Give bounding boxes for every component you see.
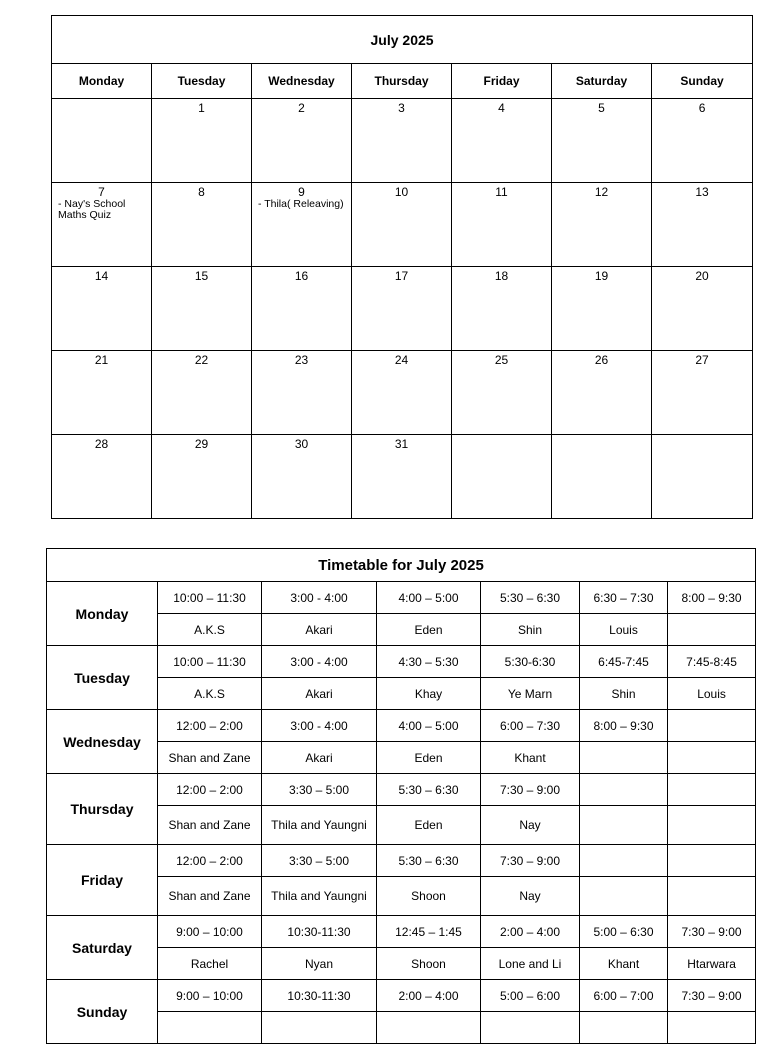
- time-slot: [580, 845, 668, 877]
- calendar-day-cell: [252, 267, 352, 351]
- time-slot: 2:00 – 4:00: [377, 980, 481, 1012]
- calendar-title: July 2025: [52, 16, 753, 64]
- calendar-day-cell: [152, 183, 252, 267]
- day-number: 21: [94, 353, 109, 367]
- calendar-day-cell: [352, 99, 452, 183]
- calendar-day-cell: [152, 351, 252, 435]
- day-number: 8: [198, 185, 205, 199]
- time-slot: 3:00 - 4:00: [262, 710, 377, 742]
- time-slot: 5:30-6:30: [481, 646, 580, 678]
- weekday-header: Wednesday: [252, 64, 352, 99]
- student-name: [481, 1012, 580, 1044]
- day-number: 22: [194, 353, 209, 367]
- day-number: 16: [294, 269, 309, 283]
- day-number: 10: [394, 185, 409, 199]
- weekday-header: Sunday: [652, 64, 753, 99]
- student-name: Eden: [377, 614, 481, 646]
- student-name: Lone and Li: [481, 948, 580, 980]
- day-number: 29: [194, 437, 209, 451]
- timetable-title: Timetable for July 2025: [47, 549, 756, 582]
- calendar-day-cell: [352, 351, 452, 435]
- day-number: 18: [494, 269, 509, 283]
- day-event-note: - Thila( Releaving): [258, 198, 344, 210]
- time-slot: 6:30 – 7:30: [580, 582, 668, 614]
- time-slot: 8:00 – 9:30: [580, 710, 668, 742]
- timetable-time-row: [47, 916, 756, 948]
- day-number: 17: [394, 269, 409, 283]
- student-name: Ye Marn: [481, 678, 580, 710]
- student-name: A.K.S: [158, 678, 262, 710]
- calendar-week-row: [52, 99, 753, 183]
- calendar-day-cell: [552, 99, 652, 183]
- student-name: Akari: [262, 614, 377, 646]
- time-slot: 5:30 – 6:30: [377, 774, 481, 806]
- day-number: 14: [94, 269, 109, 283]
- student-name: Thila and Yaungni: [262, 806, 377, 845]
- student-name: [580, 806, 668, 845]
- calendar-day-cell: [52, 183, 152, 267]
- student-name: Eden: [377, 806, 481, 845]
- student-name: [668, 614, 756, 646]
- weekday-header: Monday: [52, 64, 152, 99]
- timetable-time-row: [47, 582, 756, 614]
- student-name: Eden: [377, 742, 481, 774]
- time-slot: 3:00 - 4:00: [262, 646, 377, 678]
- student-name: Louis: [580, 614, 668, 646]
- time-slot: 10:30-11:30: [262, 980, 377, 1012]
- calendar-day-cell: [352, 435, 452, 519]
- weekday-header: Friday: [452, 64, 552, 99]
- student-name: [580, 1012, 668, 1044]
- weekday-header-row: [52, 64, 753, 99]
- timetable-body: [47, 549, 756, 1044]
- student-name: [580, 742, 668, 774]
- student-name: Htarwara: [668, 948, 756, 980]
- day-number: 3: [398, 101, 405, 115]
- student-name: Shoon: [377, 948, 481, 980]
- student-name: Shan and Zane: [158, 742, 262, 774]
- time-slot: 12:00 – 2:00: [158, 774, 262, 806]
- timetable-day-label: Tuesday: [47, 646, 158, 710]
- time-slot: 7:30 – 9:00: [668, 980, 756, 1012]
- calendar-day-cell: [52, 267, 152, 351]
- day-number: 5: [598, 101, 605, 115]
- time-slot: 7:45-8:45: [668, 646, 756, 678]
- day-number: 13: [695, 185, 709, 199]
- day-number: [652, 435, 752, 437]
- time-slot: 5:30 – 6:30: [481, 582, 580, 614]
- student-name: Akari: [262, 678, 377, 710]
- calendar-table: [51, 15, 753, 519]
- day-number: 19: [594, 269, 609, 283]
- student-name: Rachel: [158, 948, 262, 980]
- time-slot: 6:00 – 7:00: [580, 980, 668, 1012]
- student-name: Shin: [481, 614, 580, 646]
- day-number: [552, 435, 651, 437]
- time-slot: 7:30 – 9:00: [481, 845, 580, 877]
- time-slot: 6:45-7:45: [580, 646, 668, 678]
- day-event-note: - Nay's School Maths Quiz: [58, 198, 126, 221]
- calendar-day-cell: [552, 351, 652, 435]
- day-number: 28: [94, 437, 109, 451]
- timetable-time-row: [47, 646, 756, 678]
- day-number: 30: [294, 437, 309, 451]
- time-slot: 5:00 – 6:30: [580, 916, 668, 948]
- time-slot: 5:30 – 6:30: [377, 845, 481, 877]
- time-slot: 2:00 – 4:00: [481, 916, 580, 948]
- day-number: 24: [394, 353, 409, 367]
- calendar-day-cell: [352, 183, 452, 267]
- student-name: Louis: [668, 678, 756, 710]
- calendar-day-cell: [452, 435, 552, 519]
- student-name: [668, 1012, 756, 1044]
- student-name: Akari: [262, 742, 377, 774]
- timetable-time-row: [47, 845, 756, 877]
- calendar-day-cell: [652, 435, 753, 519]
- timetable-day-label: Saturday: [47, 916, 158, 980]
- time-slot: 7:30 – 9:00: [481, 774, 580, 806]
- student-name: Shan and Zane: [158, 806, 262, 845]
- time-slot: [580, 774, 668, 806]
- time-slot: 10:00 – 11:30: [158, 646, 262, 678]
- student-name: [668, 806, 756, 845]
- day-number: 9: [298, 185, 305, 199]
- calendar-day-cell: [352, 267, 452, 351]
- time-slot: 4:00 – 5:00: [377, 582, 481, 614]
- student-name: Khant: [481, 742, 580, 774]
- day-number: 15: [194, 269, 209, 283]
- day-number: 11: [495, 185, 508, 199]
- time-slot: 3:00 - 4:00: [262, 582, 377, 614]
- student-name: Nay: [481, 877, 580, 916]
- calendar-day-cell: [152, 435, 252, 519]
- time-slot: [668, 710, 756, 742]
- day-number: [452, 435, 551, 437]
- day-number: 1: [198, 101, 205, 115]
- student-name: Khant: [580, 948, 668, 980]
- day-number: 20: [695, 269, 709, 283]
- day-number: 26: [594, 353, 609, 367]
- calendar-day-cell: [652, 267, 753, 351]
- student-name: Shoon: [377, 877, 481, 916]
- timetable-time-row: [47, 774, 756, 806]
- calendar-day-cell: [52, 435, 152, 519]
- timetable-day-label: Wednesday: [47, 710, 158, 774]
- day-number: 23: [294, 353, 309, 367]
- student-name: [668, 877, 756, 916]
- timetable-day-label: Thursday: [47, 774, 158, 845]
- student-name: [668, 742, 756, 774]
- calendar-body: [52, 16, 753, 519]
- time-slot: 3:30 – 5:00: [262, 845, 377, 877]
- time-slot: 8:00 – 9:30: [668, 582, 756, 614]
- day-number: 31: [394, 437, 409, 451]
- weekday-header: Saturday: [552, 64, 652, 99]
- calendar-day-cell: [52, 99, 152, 183]
- student-name: Nay: [481, 806, 580, 845]
- calendar-day-cell: [252, 351, 352, 435]
- timetable-table: [46, 548, 756, 1044]
- calendar-day-cell: [152, 267, 252, 351]
- calendar-day-cell: [452, 183, 552, 267]
- weekday-header: Tuesday: [152, 64, 252, 99]
- student-name: [158, 1012, 262, 1044]
- calendar-day-cell: [152, 99, 252, 183]
- time-slot: 6:00 – 7:30: [481, 710, 580, 742]
- time-slot: 12:45 – 1:45: [377, 916, 481, 948]
- day-number: 25: [494, 353, 509, 367]
- timetable-day-label: Sunday: [47, 980, 158, 1044]
- time-slot: 9:00 – 10:00: [158, 916, 262, 948]
- student-name: [377, 1012, 481, 1044]
- calendar-day-cell: [652, 99, 753, 183]
- student-name: Shan and Zane: [158, 877, 262, 916]
- timetable-time-row: [47, 980, 756, 1012]
- student-name: [580, 877, 668, 916]
- student-name: [262, 1012, 377, 1044]
- calendar-day-cell: [552, 435, 652, 519]
- time-slot: [668, 845, 756, 877]
- calendar-day-cell: [452, 99, 552, 183]
- calendar-day-cell: [52, 351, 152, 435]
- calendar-day-cell: [452, 351, 552, 435]
- student-name: Thila and Yaungni: [262, 877, 377, 916]
- time-slot: 3:30 – 5:00: [262, 774, 377, 806]
- day-number: 6: [698, 101, 706, 115]
- calendar-week-row: [52, 435, 753, 519]
- time-slot: 4:30 – 5:30: [377, 646, 481, 678]
- time-slot: 7:30 – 9:00: [668, 916, 756, 948]
- time-slot: 10:30-11:30: [262, 916, 377, 948]
- student-name: A.K.S: [158, 614, 262, 646]
- timetable-day-label: Friday: [47, 845, 158, 916]
- calendar-day-cell: [552, 183, 652, 267]
- time-slot: 12:00 – 2:00: [158, 710, 262, 742]
- day-number: 27: [695, 353, 709, 367]
- calendar-day-cell: [252, 435, 352, 519]
- student-name: Nyan: [262, 948, 377, 980]
- calendar-day-cell: [652, 183, 753, 267]
- time-slot: 12:00 – 2:00: [158, 845, 262, 877]
- calendar-day-cell: [252, 99, 352, 183]
- day-number: 7: [98, 185, 105, 199]
- day-number: 2: [298, 101, 305, 115]
- student-name: Khay: [377, 678, 481, 710]
- student-name: Shin: [580, 678, 668, 710]
- timetable-time-row: [47, 710, 756, 742]
- calendar-day-cell: [652, 351, 753, 435]
- time-slot: 4:00 – 5:00: [377, 710, 481, 742]
- calendar-week-row: [52, 183, 753, 267]
- weekday-header: Thursday: [352, 64, 452, 99]
- timetable-day-label: Monday: [47, 582, 158, 646]
- time-slot: 5:00 – 6:00: [481, 980, 580, 1012]
- calendar-week-row: [52, 351, 753, 435]
- calendar-week-row: [52, 267, 753, 351]
- calendar-day-cell: [452, 267, 552, 351]
- day-number: 4: [498, 101, 505, 115]
- calendar-day-cell: [552, 267, 652, 351]
- day-number: 12: [594, 185, 609, 199]
- time-slot: 10:00 – 11:30: [158, 582, 262, 614]
- calendar-day-cell: [252, 183, 352, 267]
- time-slot: 9:00 – 10:00: [158, 980, 262, 1012]
- day-number: [52, 99, 151, 101]
- time-slot: [668, 774, 756, 806]
